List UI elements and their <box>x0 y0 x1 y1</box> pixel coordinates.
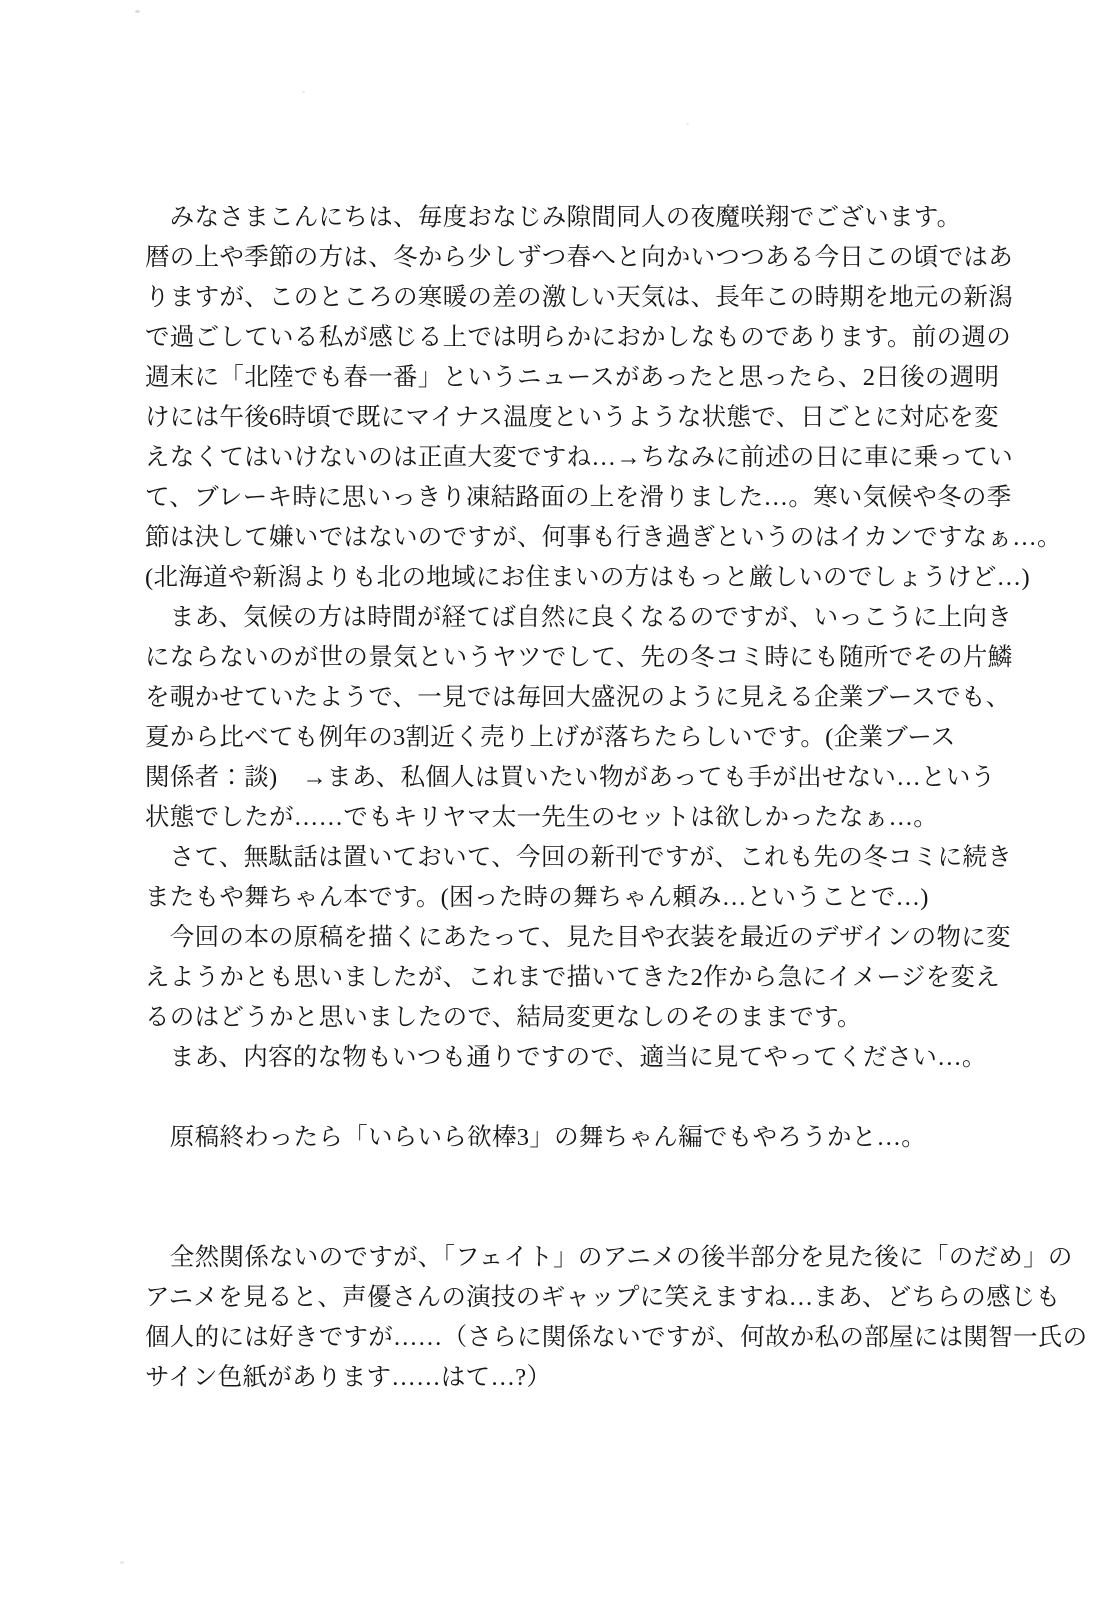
text-line: 全然関係ないのですが、「フェイト」のアニメの後半部分を見た後に「のだめ」の <box>145 1244 1073 1271</box>
text-line: 関係者：談) →まあ、私個人は買いたい物があっても手が出せない…という <box>145 764 996 791</box>
text-line: 個人的には好きですが……（さらに関係ないですが、何故か私の部屋には関智一氏の <box>145 1324 1088 1351</box>
text-line: えなくてはいけないのは正直大変ですね…→ちなみに前述の日に車に乗ってい <box>145 444 1013 471</box>
text-line: 暦の上や季節の方は、冬から少しずつ春へと向かいつつある今日この頃ではあ <box>145 244 1013 271</box>
scan-speck <box>135 10 140 13</box>
paragraph-block-next-plan <box>145 1118 1000 1158</box>
text-line: て、ブレーキ時に思いっきり凍結路面の上を滑りました…。寒い気候や冬の季 <box>145 484 1012 511</box>
text-line: 状態でしたが……でもキリヤマ太一先生のセットは欲しかったなぁ…。 <box>145 804 939 831</box>
text-line: まあ、内容的な物もいつも通りですので、適当に見てやってください…。 <box>145 1044 987 1071</box>
text-line: 週末に「北陸でも春一番」というニュースがあったと思ったら、2日後の週明 <box>145 364 1000 391</box>
body-text <box>145 198 1088 1398</box>
paragraph-block-main <box>145 198 1062 1078</box>
text-line: りますが、このところの寒暖の差の激しい天気は、長年この時期を地元の新潟 <box>145 284 1013 311</box>
text-line: にならないのが世の景気というヤツでして、先の冬コミ時にも随所でその片鱗 <box>145 644 1013 671</box>
text-line: またもや舞ちゃん本です。(困った時の舞ちゃん頼み…ということで…) <box>145 884 929 911</box>
text-line: で過ごしている私が感じる上では明らかにおかしなものであります。前の週の <box>145 324 1012 351</box>
text-line: みなさまこんにちは、毎度おなじみ隙間同人の夜魔咲翔でございます。 <box>145 204 962 231</box>
text-line: (北海道や新潟よりも北の地域にお住まいの方はもっと厳しいのでしょうけど…) <box>145 564 1030 591</box>
text-line: 夏から比べても例年の3割近く売り上げが落ちたらしいです。(企業ブース <box>145 724 956 751</box>
paragraph-block-postscript <box>145 1238 1088 1398</box>
text-line: さて、無駄話は置いておいて、今回の新刊ですが、これも先の冬コミに続き <box>145 844 1013 871</box>
text-line: アニメを見ると、声優さんの演技のギャップに笑えますね…まあ、どちらの感じも <box>145 1284 1061 1311</box>
text-line: えようかとも思いましたが、これまで描いてきた2作から急にイメージを変え <box>145 964 1001 991</box>
text-line: るのはどうかと思いましたので、結局変更なしのそのままです。 <box>145 1004 862 1031</box>
text-line: 今回の本の原稿を描くにあたって、見た目や衣装を最近のデザインの物に変 <box>145 924 1011 951</box>
scan-speck <box>686 123 689 125</box>
text-line: 原稿終わったら「いらいら欲棒3」の舞ちゃん編でもやろうかと…。 <box>145 1124 927 1151</box>
text-line: を覗かせていたようで、一見では毎回大盛況のように見える企業ブースでも、 <box>145 684 1011 711</box>
scan-speck <box>302 91 305 93</box>
text-line: サイン色紙があります……はて…?） <box>145 1364 552 1391</box>
text-line: まあ、気候の方は時間が経てば自然に良くなるのですが、いっこうに上向き <box>145 604 1013 631</box>
text-line: けには午後6時頃で既にマイナス温度というような状態で、日ごとに対応を変 <box>145 404 999 431</box>
scan-speck <box>120 1561 124 1564</box>
text-line: 節は決して嫌いではないのですが、何事も行き過ぎというのはイカンですなぁ…。 <box>145 524 1062 551</box>
